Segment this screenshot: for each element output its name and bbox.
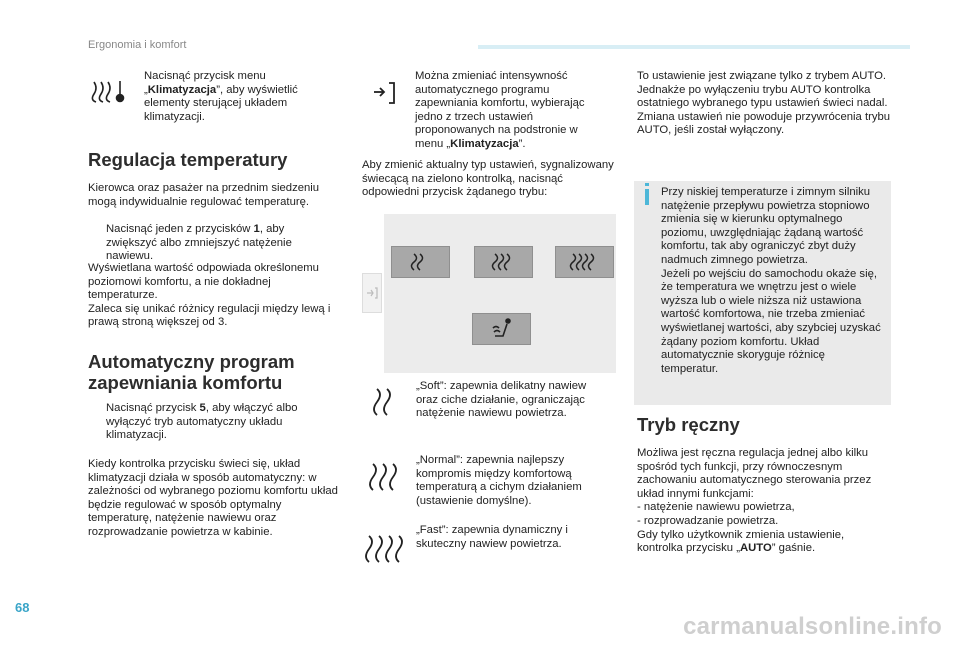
heading-temperature: Regulacja temperatury — [88, 149, 288, 170]
section-title: Ergonomia i komfort — [88, 39, 187, 51]
intensity-paragraph: Aby zmienić aktualny typ ustawień, sygnalizowany świecącą na zielono kontrolką, nacisnąć odpowiedni przycisk żądanego trybu: — [362, 159, 614, 199]
fan-fast-icon — [556, 247, 613, 277]
auto-note: To ustawienie jest związane tylko z trybem AUTO. Jednakże po wyłączeniu trybu AUTO kontrolka ostatniego wybranego typu ustawień świeci nadal. Zmiana ustawień nie powoduje przywrócenia trybu AUTO, jeśli został wyłączony. — [637, 70, 891, 137]
temp-bullet: Nacisnąć jeden z przycisków 1, aby zwiększyć albo zmniejszyć natężenie nawiewu. — [106, 223, 292, 263]
heading-auto: Automatyczny program zapewniania komfortu — [88, 351, 295, 393]
screen-panel — [384, 214, 616, 373]
page-number: 68 — [15, 600, 30, 615]
temp-note: Wyświetlana wartość odpowiada określonemu poziomowi komfortu, a nie dokładnej temperaturze. Zaleca się unikać różnicy regulacji między lewą i prawą stroną większej od 3. — [88, 262, 331, 329]
auto-bullet: Nacisnąć przycisk 5, aby włączyć albo wyłączyć tryb automatyczny układu klimatyzacji. — [106, 402, 298, 442]
temp-paragraph: Kierowca oraz pasażer na przednim siedzeniu mogą indywidualnie regulować temperaturę. — [88, 182, 320, 208]
auto-paragraph: Kiedy kontrolka przycisku świeci się, układ klimatyzacji działa w sposób automatyczny: w zależności od wybranego poziomu komfortu układ będzie regulować w sposób optymalny temperaturę, natężenie nawiewu oraz rozprowadzanie powietrza w kabinie. — [88, 458, 338, 538]
intensity-intro: Można zmieniać intensywność automatycznego programu zapewniania komfortu, wybierając jedno z trzech ustawień proponowanych na podstronie w menu „Klimatyzacja”. — [415, 70, 585, 150]
fast-mode-button[interactable] — [555, 246, 614, 278]
info-text: Przy niskiej temperaturze i zimnym silniku natężenie przepływu powietrza stopniowo zmienia się w kierunku optymalnego poziomu, uwzględniając żądaną wartość komfortu, tak aby ograniczyć zbyt duży nadmuch zimnego powietrza. Jeżeli po wejściu do samochodu okaże się, że temperatura we wnętrzu jest o wiele wyższa lub o wiele niższa niż ustawiona wartość komfortowa, nie trzeba zmieniać wyświetlanej wartości, aby szybciej uzyskać żądany poziom komfortu. Układ automatycznie skoryguje różnicę temperatur. — [661, 186, 881, 375]
normal-mode-button[interactable] — [474, 246, 533, 278]
fan-normal-icon — [365, 461, 405, 493]
fan-soft-icon — [392, 247, 449, 277]
intro-text: Nacisnąć przycisk menu „Klimatyzacja”, aby wyświetlić elementy sterującej układem klimatyzacji. — [144, 70, 298, 123]
climate-menu-icon — [90, 78, 126, 104]
fast-description: „Fast”: zapewnia dynamiczny i skuteczny nawiew powietrza. — [416, 524, 568, 550]
manual-paragraph: Możliwa jest ręczna regulacja jednej albo kilku spośród tych funkcji, przy równoczesnym zachowaniu automatycznego sterowania przez układ innymi funkcjami: - natężenie nawiewu powietrza, - rozprowadzanie powietrza. Gdy tylko użytkownik zmienia ustawienie, kontrolka przycisku „AUTO” gaśnie. — [637, 447, 872, 555]
heading-manual: Tryb ręczny — [637, 414, 740, 435]
panel-side-tab — [362, 273, 382, 313]
normal-description: „Normal”: zapewnia najlepszy kompromis między komfortową temperaturą a cichym działaniem (ustawienie domyślne). — [416, 454, 582, 507]
soft-mode-button[interactable] — [391, 246, 450, 278]
auto-seat-button[interactable] — [472, 313, 531, 345]
fan-soft-icon — [367, 386, 401, 418]
fan-fast-icon — [362, 533, 410, 565]
soft-description: „Soft”: zapewnia delikatny nawiew oraz ciche działanie, ograniczając natężenie nawiewu powietrza. — [416, 380, 587, 420]
info-icon — [645, 189, 649, 205]
watermark: carmanualsonline.info — [683, 613, 942, 640]
seat-airflow-icon — [473, 314, 530, 344]
header-bar — [478, 45, 910, 49]
fan-normal-icon — [475, 247, 532, 277]
submenu-icon — [372, 80, 396, 106]
